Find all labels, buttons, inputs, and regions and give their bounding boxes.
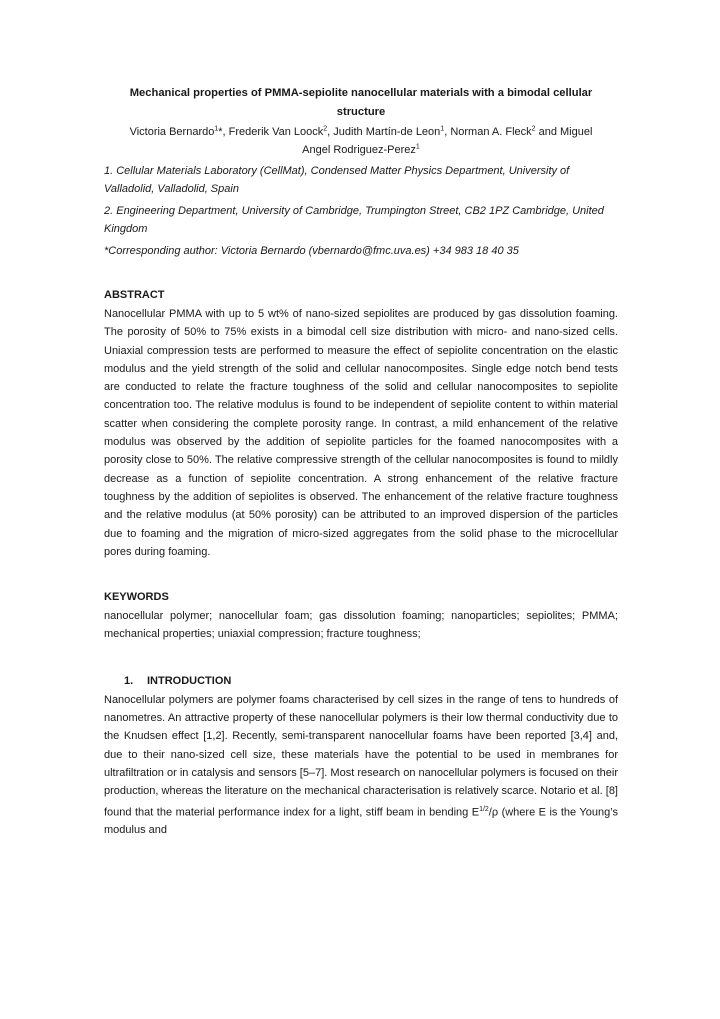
keywords-heading: KEYWORDS bbox=[104, 591, 169, 604]
introduction-body: Nanocellular polymers are polymer foams characterised by cell sizes in the range of tens to hundreds of nanometres. An attractive property of these nanocellular polymers is their low thermal conductivity due to the Knudsen effect [1,2]. Recently, semi-transparent nanocellular foams have been reported [3,4] and, due to their nano-sized cell size, these materials have the potential to be used in membranes for ultrafiltration or in catalysis and sensors [5–7]. Most research on nanocellular polymers is focused on their production, whereas the literature on the mechanical characterisation is relatively scarce. Notario et al. [8] found that the material performance index for a light, stiff beam in bending E bbox=[104, 693, 618, 819]
author-name: Judith Martín-de Leon bbox=[333, 126, 441, 138]
abstract-section bbox=[104, 286, 618, 561]
author-affiliation-mark: 2 bbox=[531, 125, 536, 133]
paper-title bbox=[104, 84, 618, 122]
abstract-heading: ABSTRACT bbox=[104, 289, 165, 301]
affiliation-2: 2. Engineering Department, University of Cambridge, Trumpington Street, CB2 1PZ Cambridge, United Kingdom bbox=[104, 205, 604, 235]
author-affiliation-mark: 1 bbox=[440, 125, 445, 133]
author-name: Victoria Bernardo bbox=[129, 126, 215, 138]
author-separator: *, bbox=[218, 126, 229, 138]
author-name: Frederik Van Loock bbox=[228, 126, 324, 138]
author-separator: and Miguel bbox=[535, 126, 593, 138]
section-title: INTRODUCTION bbox=[147, 674, 232, 687]
corresponding-author: *Corresponding author: Victoria Bernardo (vbernardo@fmc.uva.es) +34 983 18 40 35 bbox=[104, 245, 519, 257]
author-list bbox=[104, 123, 618, 159]
author-name: Norman A. Fleck bbox=[450, 126, 532, 138]
author-affiliation-mark: 1 bbox=[415, 143, 420, 151]
author-separator: , bbox=[444, 126, 451, 138]
abstract-text: Nanocellular PMMA with up to 5 wt% of nano-sized sepiolites are produced by gas dissolution foaming. The porosity of 50% to 75% exists in a bimodal cell size distribution with micro- and nano-sized cells. Uniaxial compression tests are performed to measure the effect of sepiolite concentration on the elastic modulus and the yield strength of the solid and cellular nanocomposites. Single edge notch bend tests are conducted to relate the fracture toughness of the solid and cellular nanocomposites to sepiolite concentration too. The relative modulus is found to be independent of sepiolite content to within material scatter when considering the complete porosity range. In contrast, a mild enhancement of the relative modulus was observed by the addition of sepiolite particles for the foamed nanocomposites with a porosity close to 50%. The relative compressive strength of the cellular nanocomposites is found to mildly decrease as a function of sepiolite concentration. A strong enhancement of the relative fracture toughness by the addition of sepiolites is observed. The enhancement of the relative fracture toughness and the relative modulus (at 50% porosity) can be attributed to an improved dispersion of the particles due to foaming and the migration of micro-sized aggregates from the solid phase to the microcellular pores during foaming. bbox=[104, 308, 618, 558]
author-affiliation-mark: 1 bbox=[214, 125, 219, 133]
keywords-section bbox=[104, 588, 618, 644]
section-number: 1. bbox=[124, 674, 134, 687]
author-affiliation-mark: 2 bbox=[323, 125, 328, 133]
keywords-text: nanocellular polymer; nanocellular foam; gas dissolution foaming; nanoparticles; sepiolites; PMMA; mechanical properties; uniaxial compression; fracture toughness; bbox=[104, 610, 618, 641]
introduction-body-tail: /ρ (where E is the Young’s modulus and bbox=[104, 806, 618, 837]
introduction-section bbox=[104, 672, 618, 840]
paper-title-line-2: structure bbox=[336, 106, 386, 118]
introduction-text bbox=[104, 691, 618, 840]
author-separator: , bbox=[327, 126, 334, 138]
paper-title-line-1: Mechanical properties of PMMA-sepiolite nanocellular materials with a bimodal cellular bbox=[129, 87, 593, 99]
paper-page bbox=[104, 84, 618, 840]
affiliation-1: 1. Cellular Materials Laboratory (CellMat), Condensed Matter Physics Department, University of Valladolid, Valladolid, Spain bbox=[104, 165, 570, 195]
introduction-heading bbox=[104, 672, 618, 690]
author-name: Angel Rodriguez-Perez bbox=[302, 144, 416, 156]
exponent: 1/2 bbox=[479, 805, 489, 813]
